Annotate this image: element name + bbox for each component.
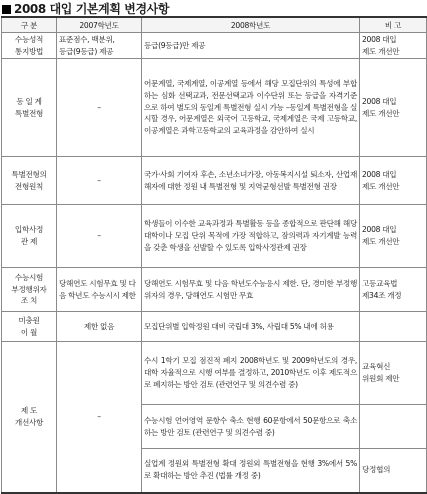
- header-category: 구 분: [2, 17, 57, 33]
- row-category: 제 도 개선사항: [2, 342, 57, 493]
- row-2008-item: 수시 1학기 모집 점진적 폐지 2008학년도 및 2009학년도의 경우, 대학 자율적으로 시행 여부를 결정하고, 2010학년도 이후 제도적으로 폐지하는 방안 검토 (관련연구 및 의견수렴 중): [142, 342, 360, 405]
- changes-table: [1, 16, 427, 494]
- row-2007: –: [57, 205, 142, 268]
- table-row: [2, 59, 427, 157]
- row-category: 수능성적 통지방법: [2, 33, 57, 59]
- row-2007: –: [57, 342, 142, 493]
- table-row: [2, 342, 427, 405]
- row-note: [360, 405, 427, 449]
- row-note: 2008 대입 제도 개선안: [360, 59, 427, 157]
- row-note: [360, 312, 427, 342]
- page-title: [2, 0, 169, 15]
- header-row: [2, 17, 427, 33]
- row-2008: 어문계열, 국제계열, 이공계열 등에서 해당 모집단위의 특성에 부합하는 심화 선택교과, 전문선택교과 이수단위 또는 등급을 자격기준으로 하여 별도의 동일계 특별전형 실시 가능 –동일계 특별전형을 실시할 경우, 어문계열은 외국어 고등학교, 국제계열은 국제 고등학교, 이공계열은 과학고등학교의 교육과정을 감안하여 실시: [142, 59, 360, 157]
- table-row: [2, 205, 427, 268]
- row-2007: –: [57, 157, 142, 205]
- row-note: 당정협의: [360, 449, 427, 493]
- table-row: [2, 157, 427, 205]
- row-note: 고등교육법 제34조 개정: [360, 268, 427, 312]
- header-2008: 2008학년도: [142, 17, 360, 33]
- table-row: [2, 312, 427, 342]
- row-2007: 표준점수, 백분위, 등급(9등급) 제공: [57, 33, 142, 59]
- row-2007: 제한 없음: [57, 312, 142, 342]
- row-2008-item: 수능시험 언어영역 문항수 축소 현행 60문항에서 50문항으로 축소하는 방안 검토 (관련연구 및 의견수렴 중): [142, 405, 360, 449]
- row-2007: –: [57, 59, 142, 157]
- row-2008: 학생들이 이수한 교육과정과 특별활동 등을 종합적으로 판단해 해당 대학이나 모집 단위 목적에 가장 적합하고, 잠의력과 자기계발 능력을 갖춘 학생을 선발할 수 있도록 입학사정관제 권장: [142, 205, 360, 268]
- row-note: 2008 대입 제도 개선안: [360, 33, 427, 59]
- table-row: [2, 33, 427, 59]
- row-2007: 당해연도 시험무효 및 다음 학년도 수능시시 제한: [57, 268, 142, 312]
- row-note: 교육혁신 위원회 제안: [360, 342, 427, 405]
- title-text: 2008 대입 기본계획 변경사항: [14, 2, 170, 16]
- row-2008: 모집단위별 입학정원 대비 국립대 3%, 사립대 5% 내에 허용: [142, 312, 360, 342]
- square-bullet-icon: [2, 5, 11, 14]
- row-note: 2008 대입 제도 개선안: [360, 205, 427, 268]
- row-category: 수능시험 부정행위자 조 치: [2, 268, 57, 312]
- row-note: 2008 대입 제도 개선안: [360, 157, 427, 205]
- row-2008: 당해연도 시험무효 및 다음 학년도수능응시 제한. 단, 경미한 부정행위자의 경우, 당해연도 시험만 무효: [142, 268, 360, 312]
- row-2008: 등급(9등급)만 제공: [142, 33, 360, 59]
- row-2008-item: 실업계 정원외 특별전형 확대 정원외 특별전형을 현행 3%에서 5%로 확대하는 방안 추진 (법률 개정 중): [142, 449, 360, 493]
- row-category: 동 일 계 특별전형: [2, 59, 57, 157]
- row-2008: 국가·사회 기여자 후손, 소년소녀가장, 아동복지시설 퇴소자, 산업재해자에 대한 정원 내 특별전형 및 지역균형선발 특별전형 권장: [142, 157, 360, 205]
- row-category: 입학사정 관 제: [2, 205, 57, 268]
- header-note: 비 고: [360, 17, 427, 33]
- header-2007: 2007학년도: [57, 17, 142, 33]
- row-category: 특별전형의 전형원칙: [2, 157, 57, 205]
- table-row: [2, 268, 427, 312]
- row-category: 미충원 이 월: [2, 312, 57, 342]
